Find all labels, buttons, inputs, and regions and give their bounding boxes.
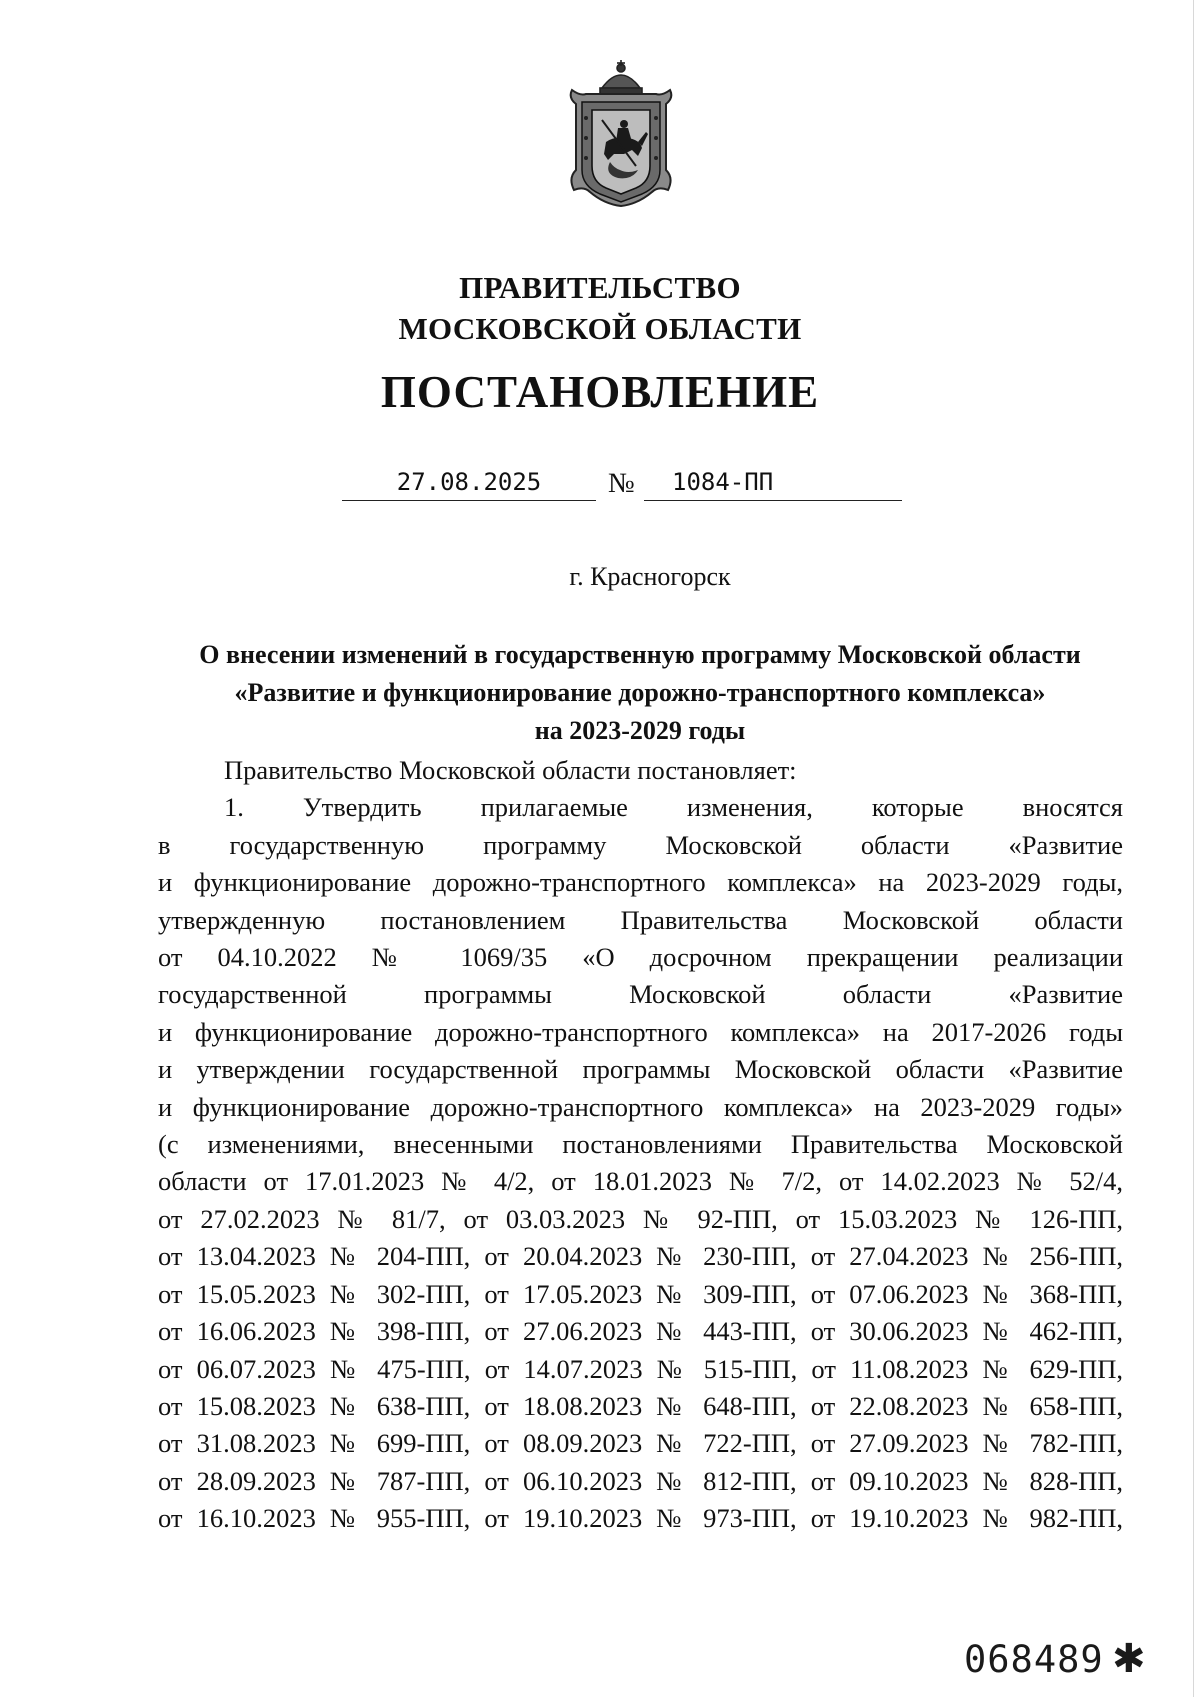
preamble: Правительство Московской области постановляет: [224,755,797,785]
document-subject [150,636,1130,750]
paragraph-line: от 06.07.2023 № 475-ПП, от 14.07.2023 № 515-ПП, от 11.08.2023 № 629-ПП, [158,1353,1123,1384]
subject-line: «Развитие и функционирование дорожно-транспортного комплекса» [234,678,1046,707]
paragraph-line: и утверждении государственной программы Московской области «Развитие [158,1054,1123,1085]
document-number: 1084-ПП [644,466,902,501]
subject-line: на 2023-2029 годы [534,716,746,745]
paragraph-line: (с изменениями, внесенными постановлениями Правительства Московской [158,1129,1123,1160]
paragraph-line: и функционирование дорожно-транспортного комплекса» на 2023-2029 годы, [158,867,1123,898]
paragraph-1 [158,789,1123,1537]
government-name-line1: ПРАВИТЕЛЬСТВО [459,270,741,305]
paragraph-line: от 16.06.2023 № 398-ПП, от 27.06.2023 № 443-ПП, от 30.06.2023 № 462-ПП, [158,1316,1123,1347]
number-sign: № [608,468,635,499]
paragraph-line: от 28.09.2023 № 787-ПП, от 06.10.2023 № 812-ПП, от 09.10.2023 № 828-ПП, [158,1465,1123,1496]
paragraph-line: и функционирование дорожно-транспортного комплекса» на 2017-2026 годы [158,1016,1123,1047]
document-date: 27.08.2025 [342,466,596,501]
serial-asterisk-icon: ✱ [1112,1636,1146,1682]
paragraph-line: от 15.05.2023 № 302-ПП, от 17.05.2023 № 309-ПП, от 07.06.2023 № 368-ПП, [158,1278,1123,1309]
paragraph-line: и функционирование дорожно-транспортного комплекса» на 2023-2029 годы» [158,1091,1123,1122]
document-body [158,752,1123,1538]
paragraph-line: 1. Утвердить прилагаемые изменения, которые вносятся [224,792,1123,823]
paragraph-line: государственной программы Московской области «Развитие [158,979,1123,1010]
government-name-line2: МОСКОВСКОЙ ОБЛАСТИ [398,311,802,346]
paragraph-line: от 16.10.2023 № 955-ПП, от 19.10.2023 № 973-ПП, от 19.10.2023 № 982-ПП, [158,1503,1123,1534]
subject-line: О внесении изменений в государственную программу Московской области [199,640,1081,669]
paragraph-line: в государственную программу Московской области «Развитие [158,829,1123,860]
serial-number: 068489 [964,1638,1104,1681]
city-name: г. Красногорск [569,562,731,591]
coat-of-arms-icon [562,58,680,208]
paragraph-line: от 27.02.2023 № 81/7, от 03.03.2023 № 92-ПП, от 15.03.2023 № 126-ПП, [158,1203,1123,1234]
paragraph-line: области от 17.01.2023 № 4/2, от 18.01.2023 № 7/2, от 14.02.2023 № 52/4, [158,1166,1123,1197]
paragraph-line: утвержденную постановлением Правительства Московской области [158,904,1123,935]
paragraph-line: от 31.08.2023 № 699-ПП, от 08.09.2023 № 722-ПП, от 27.09.2023 № 782-ПП, [158,1428,1123,1459]
document-type-title: ПОСТАНОВЛЕНИЕ [380,367,820,417]
paragraph-line: от 15.08.2023 № 638-ПП, от 18.08.2023 № 648-ПП, от 22.08.2023 № 658-ПП, [158,1390,1123,1421]
paragraph-line: от 04.10.2022 № 1069/35 «О досрочном прекращении реализации [158,942,1123,973]
scan-edge-divider [1193,0,1194,1697]
paragraph-line: от 13.04.2023 № 204-ПП, от 20.04.2023 № 230-ПП, от 27.04.2023 № 256-ПП, [158,1241,1123,1272]
